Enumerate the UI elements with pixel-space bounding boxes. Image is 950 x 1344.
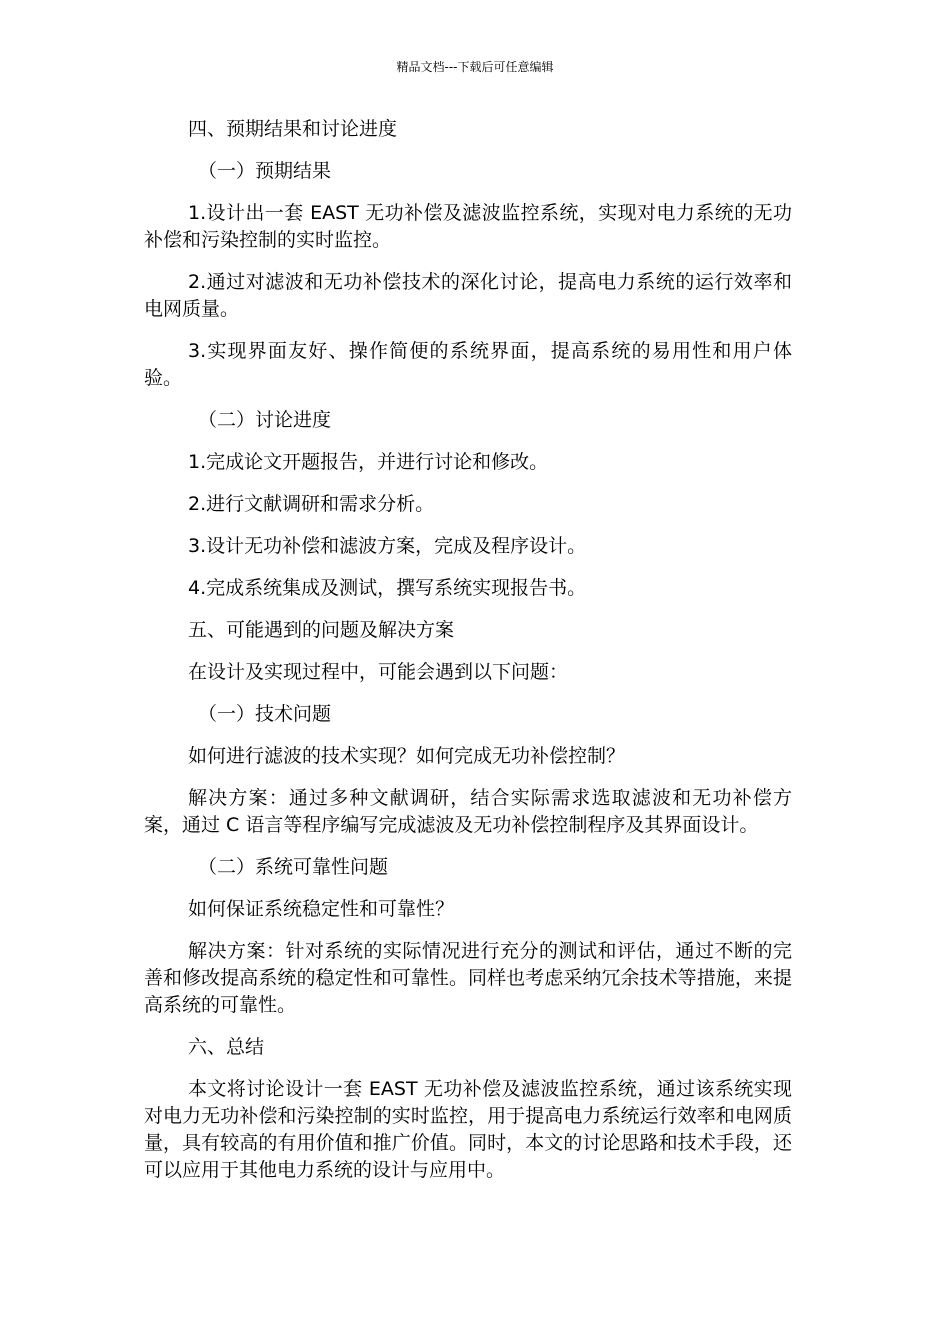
document-body <box>144 116 792 1199</box>
result-item-1: 1.设计出一套 EAST 无功补偿及滤波监控系统，实现对电力系统的无功补偿和污染控制的实时监控。 <box>144 202 792 251</box>
subheading-technical-problem: （一）技术问题 <box>198 703 332 725</box>
section-heading-4: 四、预期结果和讨论进度 <box>188 118 398 140</box>
progress-item-3: 3.设计无功补偿和滤波方案，完成及程序设计。 <box>188 535 587 557</box>
reliability-solution: 解决方案：针对系统的实际情况进行充分的测试和评估，通过不断的完善和修改提高系统的稳定性和可靠性。同样也考虑采纳冗余技术等措施，来提高系统的可靠性。 <box>144 940 792 1016</box>
technical-question: 如何进行滤波的技术实现？如何完成无功补偿控制？ <box>188 745 626 767</box>
summary-paragraph: 本文将讨论设计一套 EAST 无功补偿及滤波监控系统，通过该系统实现对电力无功补偿和污染控制的实时监控，用于提高电力系统运行效率和电网质量，具有较高的有用价值和推广价值。同时，本文的讨论思路和技术手段，还可以应用于其他电力系统的设计与应用中。 <box>144 1078 792 1181</box>
progress-item-1: 1.完成论文开题报告，并进行讨论和修改。 <box>188 451 549 473</box>
result-item-2: 2.通过对滤波和无功补偿技术的深化讨论，提高电力系统的运行效率和电网质量。 <box>144 271 792 320</box>
progress-item-2: 2.进行文献调研和需求分析。 <box>188 493 435 515</box>
page-header: 精品文档---下载后可任意编辑 <box>396 60 554 74</box>
result-item-3: 3.实现界面友好、操作简便的系统界面，提高系统的易用性和用户体验。 <box>144 340 792 389</box>
progress-item-4: 4.完成系统集成及测试，撰写系统实现报告书。 <box>188 577 587 599</box>
subheading-progress: （二）讨论进度 <box>198 409 332 431</box>
subheading-expected-results: （一）预期结果 <box>198 160 332 182</box>
problems-intro: 在设计及实现过程中，可能会遇到以下问题： <box>188 661 569 683</box>
reliability-question: 如何保证系统稳定性和可靠性？ <box>188 898 455 920</box>
technical-solution: 解决方案：通过多种文献调研，结合实际需求选取滤波和无功补偿方案，通过 C 语言等程序编写完成滤波及无功补偿控制程序及其界面设计。 <box>144 787 792 836</box>
subheading-reliability-problem: （二）系统可靠性问题 <box>198 856 389 878</box>
section-heading-6: 六、总结 <box>188 1036 265 1058</box>
section-heading-5: 五、可能遇到的问题及解决方案 <box>188 619 455 641</box>
